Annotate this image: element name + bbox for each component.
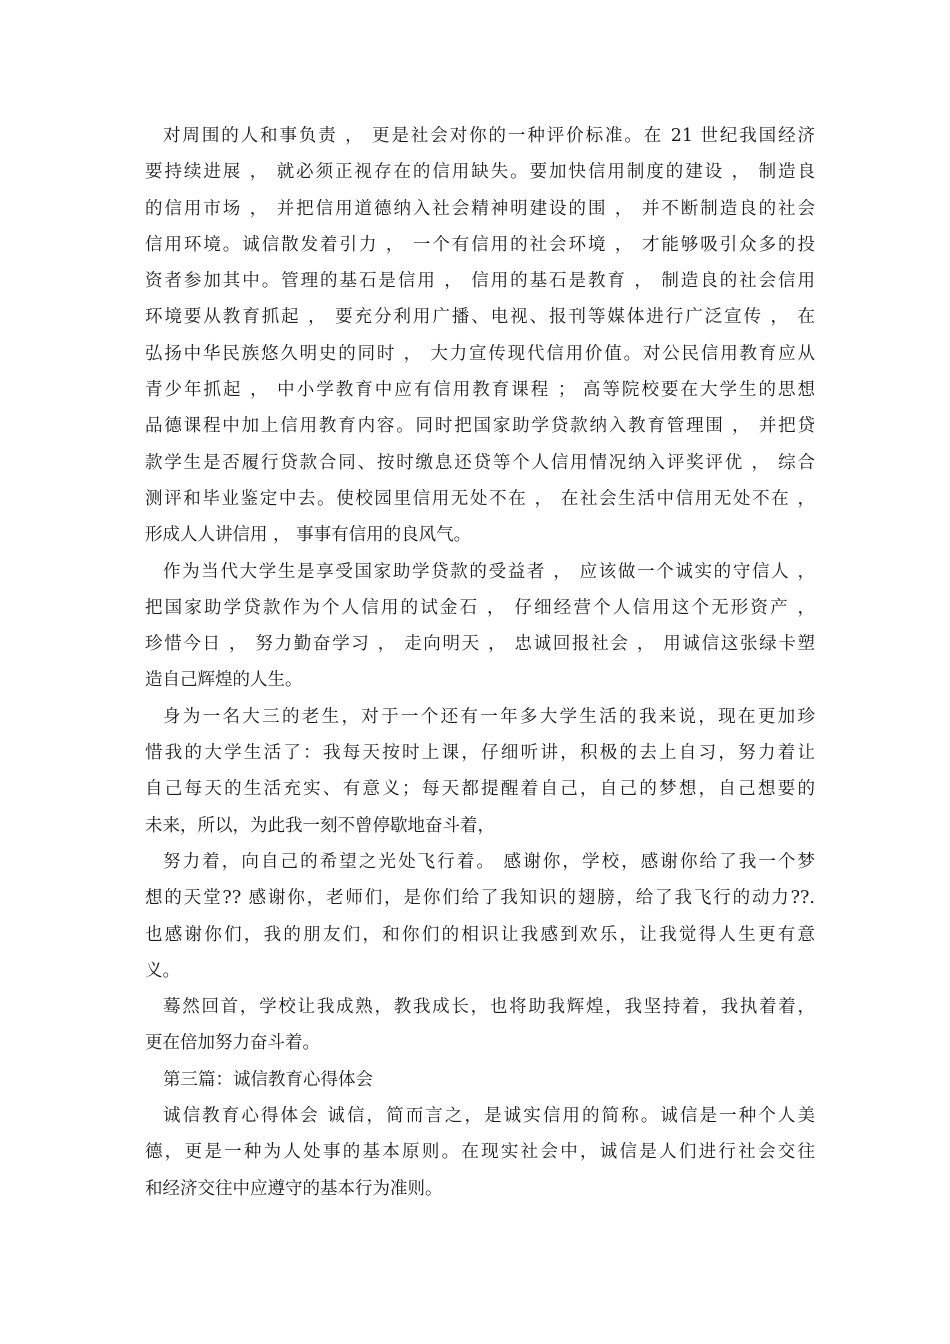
section-heading: 第三篇：诚信教育心得体会: [163, 1069, 373, 1090]
text-line: 蓦然回首，学校让我成熟，教我成长，也将助我辉煌，我坚持着，我执着着，: [163, 997, 815, 1018]
text-line: 环境要从教育抓起 ， 要充分利用广播、电视、报刊等媒体进行广泛宣传 ， 在: [145, 307, 815, 328]
text-line: 德，更是一种为人处事的基本原则。在现实社会中，诚信是人们进行社会交往: [145, 1142, 815, 1163]
text-line: 测评和毕业鉴定中去。使校园里信用无处不在 ， 在社会生活中信用无处不在 ，: [145, 488, 815, 509]
text-line: 更在倍加努力奋斗着。: [145, 1033, 320, 1054]
text-line: 资者参加其中。管理的基石是信用 ， 信用的基石是教育 ， 制造良的社会信用: [145, 271, 815, 292]
text-line: 造自己辉煌的人生。: [145, 670, 303, 691]
text-line: 珍惜今日 ， 努力勤奋学习 ， 走向明天 ， 忠诚回报社会 ， 用诚信这张绿卡塑: [145, 634, 815, 655]
text-line: 自己每天的生活充实、有意义；每天都提醒着自己，自己的梦想，自己想要的: [145, 779, 815, 800]
text-line: 想的天堂?? 感谢你，老师们，是你们给了我知识的翅膀，给了我飞行的动力??.: [145, 888, 815, 909]
text-line: 把国家助学贷款作为个人信用的试金石 ， 仔细经营个人信用这个无形资产 ，: [145, 597, 815, 618]
text-line: 诚信教育心得体会 诚信，简而言之，是诚实信用的简称。诚信是一种个人美: [163, 1106, 815, 1127]
text-line: 未来，所以，为此我一刻不曾停歇地奋斗着，: [145, 815, 495, 836]
text-line: 信用环境。诚信散发着引力 ， 一个有信用的社会环境 ， 才能够吸引众多的投: [145, 234, 815, 255]
text-line: 也感谢你们，我的朋友们，和你们的相识让我感到欢乐，让我觉得人生更有意: [145, 924, 815, 945]
text-line: 青少年抓起 ， 中小学教育中应有信用教育课程 ； 高等院校要在大学生的思想: [145, 380, 815, 401]
text-line: 款学生是否履行贷款合同、按时缴息还贷等个人信用情况纳入评奖评优 ， 综合: [145, 452, 815, 473]
text-line: 作为当代大学生是享受国家助学贷款的受益者 ， 应该做一个诚实的守信人 ，: [163, 561, 815, 582]
text-line: 品德课程中加上信用教育内容。同时把国家助学贷款纳入教育管理围 ， 并把贷: [145, 416, 815, 437]
text-line: 身为一名大三的老生，对于一个还有一年多大学生活的我来说，现在更加珍: [163, 706, 815, 727]
text-line: 对周围的人和事负责 ， 更是社会对你的一种评价标准。在 21 世纪我国经济: [163, 126, 815, 146]
document-body: [145, 118, 815, 1207]
text-line: 形成人人讲信用 ， 事事有信用的良风气。: [145, 525, 472, 546]
text-line: 义。: [145, 960, 180, 981]
text-line: 努力着，向自己的希望之光处飞行着。 感谢你，学校，感谢你给了我一个梦: [163, 851, 815, 872]
text-line: 和经济交往中应遵守的基本行为准则。: [145, 1178, 443, 1199]
text-line: 要持续进展 ， 就必须正视存在的信用缺失。要加快信用制度的建设 ， 制造良: [145, 162, 815, 183]
text-line: 的信用市场 ， 并把信用道德纳入社会精神明建设的围 ， 并不断制造良的社会: [145, 198, 815, 219]
text-line: 惜我的大学生活了：我每天按时上课，仔细听讲，积极的去上自习，努力着让: [145, 743, 815, 764]
text-line: 弘扬中华民族悠久明史的同时 ， 大力宣传现代信用价值。对公民信用教育应从: [145, 343, 815, 364]
